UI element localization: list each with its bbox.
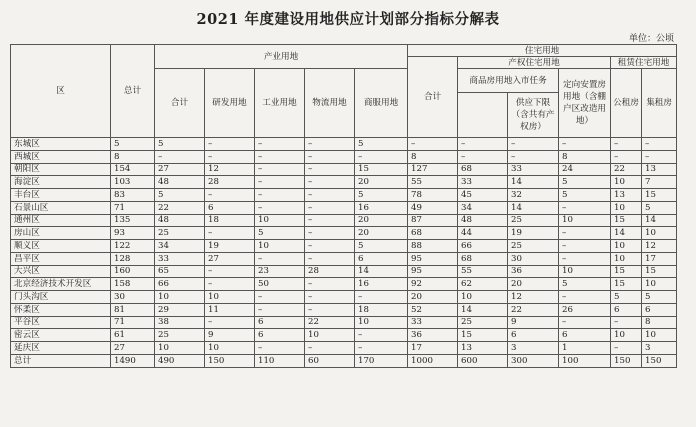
district-name-cell: 门头沟区 bbox=[11, 291, 111, 304]
value-cell: 15 bbox=[611, 278, 642, 291]
value-cell: 24 bbox=[559, 163, 611, 176]
value-cell: 12 bbox=[205, 163, 255, 176]
value-cell: 154 bbox=[111, 163, 155, 176]
value-cell: – bbox=[611, 342, 642, 355]
header-commercial: 商服用地 bbox=[355, 69, 408, 138]
value-cell: 5 bbox=[642, 291, 677, 304]
value-cell: 5 bbox=[155, 138, 205, 151]
value-cell: 10 bbox=[255, 240, 305, 253]
value-cell: 15 bbox=[642, 265, 677, 278]
value-cell: – bbox=[255, 201, 305, 214]
value-cell: 5 bbox=[355, 240, 408, 253]
table-row bbox=[11, 138, 677, 151]
table-row bbox=[11, 342, 677, 355]
header-district: 区 bbox=[11, 45, 111, 138]
district-name-cell: 总计 bbox=[11, 354, 111, 367]
header-total: 总计 bbox=[111, 45, 155, 138]
value-cell: 27 bbox=[205, 252, 255, 265]
district-name-cell: 顺义区 bbox=[11, 240, 111, 253]
header-resettle: 定向安置房用地（含棚户区改造用地） bbox=[559, 69, 611, 138]
value-cell: 71 bbox=[111, 201, 155, 214]
value-cell: – bbox=[205, 227, 255, 240]
value-cell: 60 bbox=[305, 354, 355, 367]
table-row bbox=[11, 214, 677, 227]
unit-label: 单位：公顷 bbox=[628, 34, 674, 44]
value-cell: 9 bbox=[205, 329, 255, 342]
value-cell: 88 bbox=[408, 240, 458, 253]
district-name-cell: 东城区 bbox=[11, 138, 111, 151]
value-cell: – bbox=[611, 150, 642, 163]
value-cell: – bbox=[155, 150, 205, 163]
value-cell: – bbox=[305, 227, 355, 240]
district-name-cell: 昌平区 bbox=[11, 252, 111, 265]
value-cell: 25 bbox=[458, 316, 508, 329]
value-cell: 5 bbox=[611, 291, 642, 304]
value-cell: 10 bbox=[642, 329, 677, 342]
value-cell: 8 bbox=[111, 150, 155, 163]
header-commodity-limit: 供应下限（含共有产权房） bbox=[508, 93, 559, 138]
value-cell: – bbox=[255, 303, 305, 316]
value-cell: 55 bbox=[408, 176, 458, 189]
value-cell: 128 bbox=[111, 252, 155, 265]
value-cell: 95 bbox=[408, 252, 458, 265]
value-cell: 18 bbox=[205, 214, 255, 227]
value-cell: 14 bbox=[508, 176, 559, 189]
value-cell: 10 bbox=[355, 316, 408, 329]
value-cell: 6 bbox=[355, 252, 408, 265]
value-cell: – bbox=[559, 227, 611, 240]
value-cell: 5 bbox=[559, 278, 611, 291]
header-collective: 集租房 bbox=[642, 69, 677, 138]
district-name-cell: 西城区 bbox=[11, 150, 111, 163]
value-cell: 6 bbox=[205, 201, 255, 214]
value-cell: 87 bbox=[408, 214, 458, 227]
value-cell: 10 bbox=[611, 252, 642, 265]
value-cell: 6 bbox=[508, 329, 559, 342]
value-cell: 490 bbox=[155, 354, 205, 367]
value-cell: 22 bbox=[155, 201, 205, 214]
value-cell: – bbox=[642, 150, 677, 163]
value-cell: 20 bbox=[355, 176, 408, 189]
value-cell: 65 bbox=[155, 265, 205, 278]
value-cell: 66 bbox=[155, 278, 205, 291]
value-cell: 122 bbox=[111, 240, 155, 253]
header-property: 产权住宅用地 bbox=[458, 57, 611, 69]
value-cell: 14 bbox=[642, 214, 677, 227]
value-cell: 5 bbox=[255, 227, 305, 240]
value-cell: 13 bbox=[611, 189, 642, 202]
value-cell: 25 bbox=[508, 240, 559, 253]
value-cell: 36 bbox=[508, 265, 559, 278]
value-cell: 5 bbox=[559, 189, 611, 202]
value-cell: – bbox=[611, 138, 642, 151]
value-cell: 14 bbox=[355, 265, 408, 278]
value-cell: 9 bbox=[508, 316, 559, 329]
value-cell: 3 bbox=[642, 342, 677, 355]
value-cell: 5 bbox=[355, 189, 408, 202]
table-row bbox=[11, 176, 677, 189]
district-name-cell: 平谷区 bbox=[11, 316, 111, 329]
value-cell: 14 bbox=[508, 201, 559, 214]
value-cell: 27 bbox=[111, 342, 155, 355]
header-research: 研发用地 bbox=[205, 69, 255, 138]
value-cell: 78 bbox=[408, 189, 458, 202]
value-cell: 38 bbox=[155, 316, 205, 329]
table-row bbox=[11, 291, 677, 304]
value-cell: – bbox=[559, 316, 611, 329]
value-cell: 30 bbox=[508, 252, 559, 265]
value-cell: 33 bbox=[408, 316, 458, 329]
value-cell: 19 bbox=[205, 240, 255, 253]
value-cell: 22 bbox=[305, 316, 355, 329]
value-cell: – bbox=[255, 342, 305, 355]
district-name-cell: 通州区 bbox=[11, 214, 111, 227]
value-cell: 20 bbox=[355, 214, 408, 227]
value-cell: 26 bbox=[559, 303, 611, 316]
value-cell: 81 bbox=[111, 303, 155, 316]
value-cell: – bbox=[305, 201, 355, 214]
value-cell: 48 bbox=[155, 176, 205, 189]
district-name-cell: 房山区 bbox=[11, 227, 111, 240]
header-res-subtotal: 合计 bbox=[408, 57, 458, 138]
value-cell: – bbox=[559, 201, 611, 214]
value-cell: 12 bbox=[508, 291, 559, 304]
value-cell: 28 bbox=[205, 176, 255, 189]
value-cell: 17 bbox=[408, 342, 458, 355]
value-cell: 29 bbox=[155, 303, 205, 316]
value-cell: – bbox=[458, 138, 508, 151]
value-cell: 8 bbox=[559, 150, 611, 163]
value-cell: 45 bbox=[458, 189, 508, 202]
value-cell: 110 bbox=[255, 354, 305, 367]
value-cell: – bbox=[559, 240, 611, 253]
header-rental: 租赁住宅用地 bbox=[611, 57, 677, 69]
value-cell: 150 bbox=[205, 354, 255, 367]
value-cell: 10 bbox=[205, 291, 255, 304]
value-cell: 17 bbox=[642, 252, 677, 265]
value-cell: 6 bbox=[611, 303, 642, 316]
value-cell: 100 bbox=[559, 354, 611, 367]
value-cell: 6 bbox=[255, 316, 305, 329]
value-cell: 15 bbox=[355, 163, 408, 176]
district-name-cell: 密云区 bbox=[11, 329, 111, 342]
value-cell: 15 bbox=[458, 329, 508, 342]
value-cell: 10 bbox=[611, 329, 642, 342]
value-cell: 68 bbox=[458, 163, 508, 176]
value-cell: 50 bbox=[255, 278, 305, 291]
value-cell: – bbox=[305, 150, 355, 163]
table-row bbox=[11, 329, 677, 342]
value-cell: – bbox=[355, 291, 408, 304]
value-cell: – bbox=[305, 176, 355, 189]
table-row bbox=[11, 278, 677, 291]
value-cell: 1 bbox=[559, 342, 611, 355]
value-cell: 135 bbox=[111, 214, 155, 227]
value-cell: 6 bbox=[255, 329, 305, 342]
district-name-cell: 怀柔区 bbox=[11, 303, 111, 316]
value-cell: 158 bbox=[111, 278, 155, 291]
district-name-cell: 海淀区 bbox=[11, 176, 111, 189]
value-cell: 34 bbox=[458, 201, 508, 214]
value-cell: 150 bbox=[642, 354, 677, 367]
value-cell: 55 bbox=[458, 265, 508, 278]
header-industrial: 产业用地 bbox=[155, 45, 408, 69]
value-cell: 5 bbox=[155, 189, 205, 202]
value-cell: – bbox=[305, 303, 355, 316]
value-cell: 10 bbox=[155, 291, 205, 304]
value-cell: 10 bbox=[458, 291, 508, 304]
value-cell: 600 bbox=[458, 354, 508, 367]
value-cell: – bbox=[458, 150, 508, 163]
table-row bbox=[11, 189, 677, 202]
allocation-table bbox=[10, 44, 677, 368]
table-row bbox=[11, 354, 677, 367]
value-cell: 5 bbox=[355, 138, 408, 151]
header-ind-subtotal: 合计 bbox=[155, 69, 205, 138]
value-cell: – bbox=[305, 214, 355, 227]
table-row bbox=[11, 303, 677, 316]
value-cell: – bbox=[355, 150, 408, 163]
value-cell: – bbox=[255, 163, 305, 176]
value-cell: 150 bbox=[611, 354, 642, 367]
value-cell: 20 bbox=[408, 291, 458, 304]
value-cell: – bbox=[255, 176, 305, 189]
value-cell: – bbox=[305, 342, 355, 355]
value-cell: – bbox=[559, 252, 611, 265]
value-cell: 68 bbox=[458, 252, 508, 265]
page-title: 2021 年度建设用地供应计划部分指标分解表 bbox=[196, 11, 500, 28]
value-cell: 11 bbox=[205, 303, 255, 316]
table-row bbox=[11, 240, 677, 253]
value-cell: 16 bbox=[355, 201, 408, 214]
value-cell: 34 bbox=[155, 240, 205, 253]
table-row bbox=[11, 316, 677, 329]
value-cell: – bbox=[305, 240, 355, 253]
value-cell: 48 bbox=[458, 214, 508, 227]
value-cell: – bbox=[355, 342, 408, 355]
value-cell: 10 bbox=[155, 342, 205, 355]
table-row bbox=[11, 227, 677, 240]
value-cell: 10 bbox=[255, 214, 305, 227]
value-cell: – bbox=[305, 291, 355, 304]
value-cell: 5 bbox=[559, 176, 611, 189]
district-name-cell: 朝阳区 bbox=[11, 163, 111, 176]
value-cell: – bbox=[508, 138, 559, 151]
value-cell: 20 bbox=[355, 227, 408, 240]
header-commodity-blank bbox=[458, 93, 508, 138]
value-cell: – bbox=[508, 150, 559, 163]
value-cell: 14 bbox=[611, 227, 642, 240]
header-logistics: 物流用地 bbox=[305, 69, 355, 138]
value-cell: 33 bbox=[508, 163, 559, 176]
value-cell: 1490 bbox=[111, 354, 155, 367]
value-cell: 14 bbox=[458, 303, 508, 316]
value-cell: 8 bbox=[408, 150, 458, 163]
table-row bbox=[11, 201, 677, 214]
value-cell: – bbox=[205, 138, 255, 151]
table-row bbox=[11, 252, 677, 265]
value-cell: 22 bbox=[611, 163, 642, 176]
value-cell: – bbox=[205, 150, 255, 163]
value-cell: 3 bbox=[508, 342, 559, 355]
value-cell: 49 bbox=[408, 201, 458, 214]
value-cell: 66 bbox=[458, 240, 508, 253]
value-cell: 15 bbox=[611, 265, 642, 278]
value-cell: – bbox=[305, 163, 355, 176]
district-name-cell: 北京经济技术开发区 bbox=[11, 278, 111, 291]
value-cell: 10 bbox=[205, 342, 255, 355]
value-cell: 22 bbox=[508, 303, 559, 316]
value-cell: 33 bbox=[155, 252, 205, 265]
table-header bbox=[11, 45, 677, 138]
header-commodity: 商品房用地入市任务 bbox=[458, 69, 559, 93]
value-cell: – bbox=[559, 138, 611, 151]
header-public-rental: 公租房 bbox=[611, 69, 642, 138]
value-cell: 10 bbox=[611, 240, 642, 253]
value-cell: 83 bbox=[111, 189, 155, 202]
value-cell: 23 bbox=[255, 265, 305, 278]
value-cell: 44 bbox=[458, 227, 508, 240]
value-cell: 10 bbox=[642, 227, 677, 240]
value-cell: 8 bbox=[642, 316, 677, 329]
value-cell: 92 bbox=[408, 278, 458, 291]
value-cell: 10 bbox=[611, 176, 642, 189]
value-cell: – bbox=[255, 189, 305, 202]
value-cell: – bbox=[255, 291, 305, 304]
value-cell: – bbox=[255, 138, 305, 151]
value-cell: 7 bbox=[642, 176, 677, 189]
value-cell: 48 bbox=[155, 214, 205, 227]
value-cell: – bbox=[305, 252, 355, 265]
value-cell: – bbox=[642, 138, 677, 151]
value-cell: 10 bbox=[611, 201, 642, 214]
district-name-cell: 延庆区 bbox=[11, 342, 111, 355]
value-cell: – bbox=[255, 252, 305, 265]
value-cell: 10 bbox=[559, 265, 611, 278]
table-row bbox=[11, 163, 677, 176]
value-cell: 25 bbox=[508, 214, 559, 227]
header-factory: 工业用地 bbox=[255, 69, 305, 138]
value-cell: 5 bbox=[111, 138, 155, 151]
value-cell: – bbox=[305, 278, 355, 291]
value-cell: 1000 bbox=[408, 354, 458, 367]
value-cell: 71 bbox=[111, 316, 155, 329]
value-cell: 30 bbox=[111, 291, 155, 304]
value-cell: – bbox=[305, 189, 355, 202]
district-name-cell: 石景山区 bbox=[11, 201, 111, 214]
value-cell: 10 bbox=[642, 278, 677, 291]
value-cell: 15 bbox=[611, 214, 642, 227]
value-cell: 12 bbox=[642, 240, 677, 253]
value-cell: 20 bbox=[508, 278, 559, 291]
value-cell: 27 bbox=[155, 163, 205, 176]
table-row bbox=[11, 150, 677, 163]
value-cell: 13 bbox=[642, 163, 677, 176]
table-body bbox=[11, 138, 677, 368]
value-cell: 25 bbox=[155, 329, 205, 342]
value-cell: 300 bbox=[508, 354, 559, 367]
value-cell: – bbox=[305, 138, 355, 151]
value-cell: 61 bbox=[111, 329, 155, 342]
value-cell: 52 bbox=[408, 303, 458, 316]
value-cell: – bbox=[205, 278, 255, 291]
value-cell: 127 bbox=[408, 163, 458, 176]
value-cell: 160 bbox=[111, 265, 155, 278]
value-cell: – bbox=[205, 316, 255, 329]
value-cell: 10 bbox=[305, 329, 355, 342]
value-cell: 25 bbox=[155, 227, 205, 240]
header-residential: 住宅用地 bbox=[408, 45, 677, 57]
district-name-cell: 大兴区 bbox=[11, 265, 111, 278]
value-cell: 15 bbox=[642, 189, 677, 202]
value-cell: 28 bbox=[305, 265, 355, 278]
value-cell: – bbox=[255, 150, 305, 163]
value-cell: 32 bbox=[508, 189, 559, 202]
district-name-cell: 丰台区 bbox=[11, 189, 111, 202]
value-cell: 95 bbox=[408, 265, 458, 278]
value-cell: – bbox=[205, 189, 255, 202]
value-cell: 19 bbox=[508, 227, 559, 240]
value-cell: 170 bbox=[355, 354, 408, 367]
value-cell: 33 bbox=[458, 176, 508, 189]
value-cell: 16 bbox=[355, 278, 408, 291]
value-cell: 13 bbox=[458, 342, 508, 355]
value-cell: 68 bbox=[408, 227, 458, 240]
value-cell: 5 bbox=[642, 201, 677, 214]
value-cell: 62 bbox=[458, 278, 508, 291]
value-cell: 36 bbox=[408, 329, 458, 342]
value-cell: – bbox=[205, 265, 255, 278]
table-row bbox=[11, 265, 677, 278]
value-cell: 6 bbox=[559, 329, 611, 342]
value-cell: 6 bbox=[642, 303, 677, 316]
value-cell: – bbox=[408, 138, 458, 151]
value-cell: – bbox=[355, 329, 408, 342]
value-cell: – bbox=[611, 316, 642, 329]
value-cell: 18 bbox=[355, 303, 408, 316]
value-cell: 10 bbox=[559, 214, 611, 227]
value-cell: – bbox=[559, 291, 611, 304]
value-cell: 93 bbox=[111, 227, 155, 240]
value-cell: 103 bbox=[111, 176, 155, 189]
